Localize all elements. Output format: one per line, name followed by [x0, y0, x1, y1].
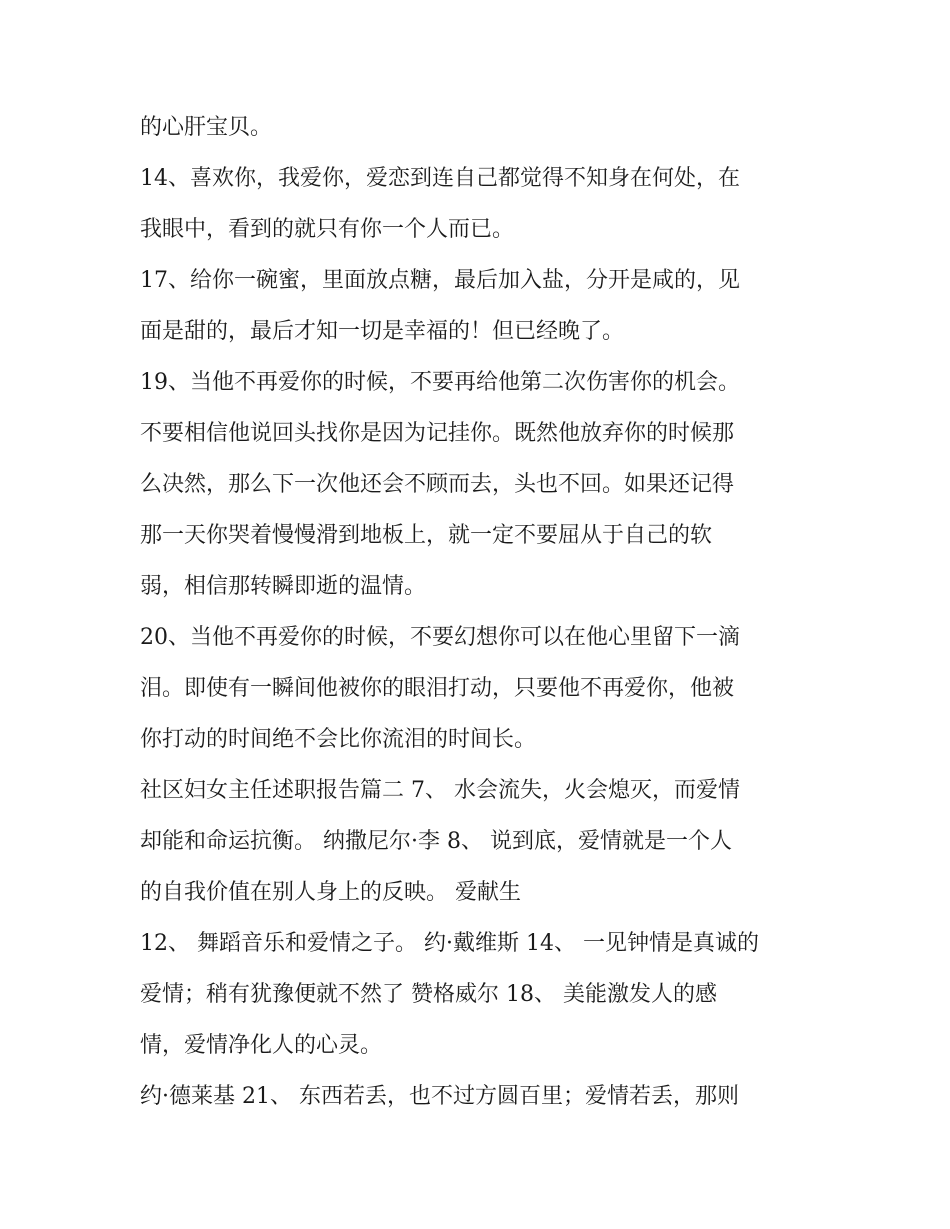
document-body: [140, 102, 820, 1122]
text-line: 社区妇女主任述职报告篇二 7、 水会流失，火会熄灭，而爱情: [140, 778, 740, 803]
text-line: 20、当他不再爱你的时候，不要幻想你可以在他心里留下一滴: [140, 625, 740, 650]
text-line: 不要相信他说回头找你是因为记挂你。既然他放弃你的时候那: [140, 421, 735, 446]
text-line: 19、当他不再爱你的时候，不要再给他第二次伤害你的机会。: [140, 370, 740, 395]
text-line: 你打动的时间绝不会比你流泪的时间长。: [140, 727, 537, 752]
text-line: 14、喜欢你，我爱你，爱恋到连自己都觉得不知身在何处，在: [140, 166, 740, 191]
text-line: 17、给你一碗蜜，里面放点糖，最后加入盐，分开是咸的，见: [140, 268, 740, 293]
text-line: 的自我价值在别人身上的反映。 爱献生: [140, 880, 521, 905]
text-line: 我眼中，看到的就只有你一个人而已。: [140, 217, 515, 242]
text-line: 那一天你哭着慢慢滑到地板上，就一定不要屈从于自己的软: [140, 523, 713, 548]
text-line: 情，爱情净化人的心灵。: [140, 1033, 383, 1058]
text-line: 却能和命运抗衡。 纳撒尼尔·李 8、 说到底，爱情就是一个人: [140, 829, 732, 854]
text-line: 的心肝宝贝。: [140, 115, 273, 140]
text-line: 泪。即使有一瞬间他被你的眼泪打动，只要他不再爱你，他被: [140, 676, 735, 701]
text-line: 爱情；稍有犹豫便就不然了 赞格威尔 18、 美能激发人的感: [140, 982, 717, 1007]
text-line: 么决然，那么下一次他还会不顾而去，头也不回。如果还记得: [140, 472, 735, 497]
text-line: 12、 舞蹈音乐和爱情之子。 约·戴维斯 14、 一见钟情是真诚的: [140, 931, 759, 956]
text-line: 面是甜的，最后才知一切是幸福的！但已经晚了。: [140, 319, 625, 344]
text-line: 弱，相信那转瞬即逝的温情。: [140, 574, 427, 599]
text-line: 约·德莱基 21、 东西若丢，也不过方圆百里；爱情若丢，那则: [140, 1084, 739, 1109]
